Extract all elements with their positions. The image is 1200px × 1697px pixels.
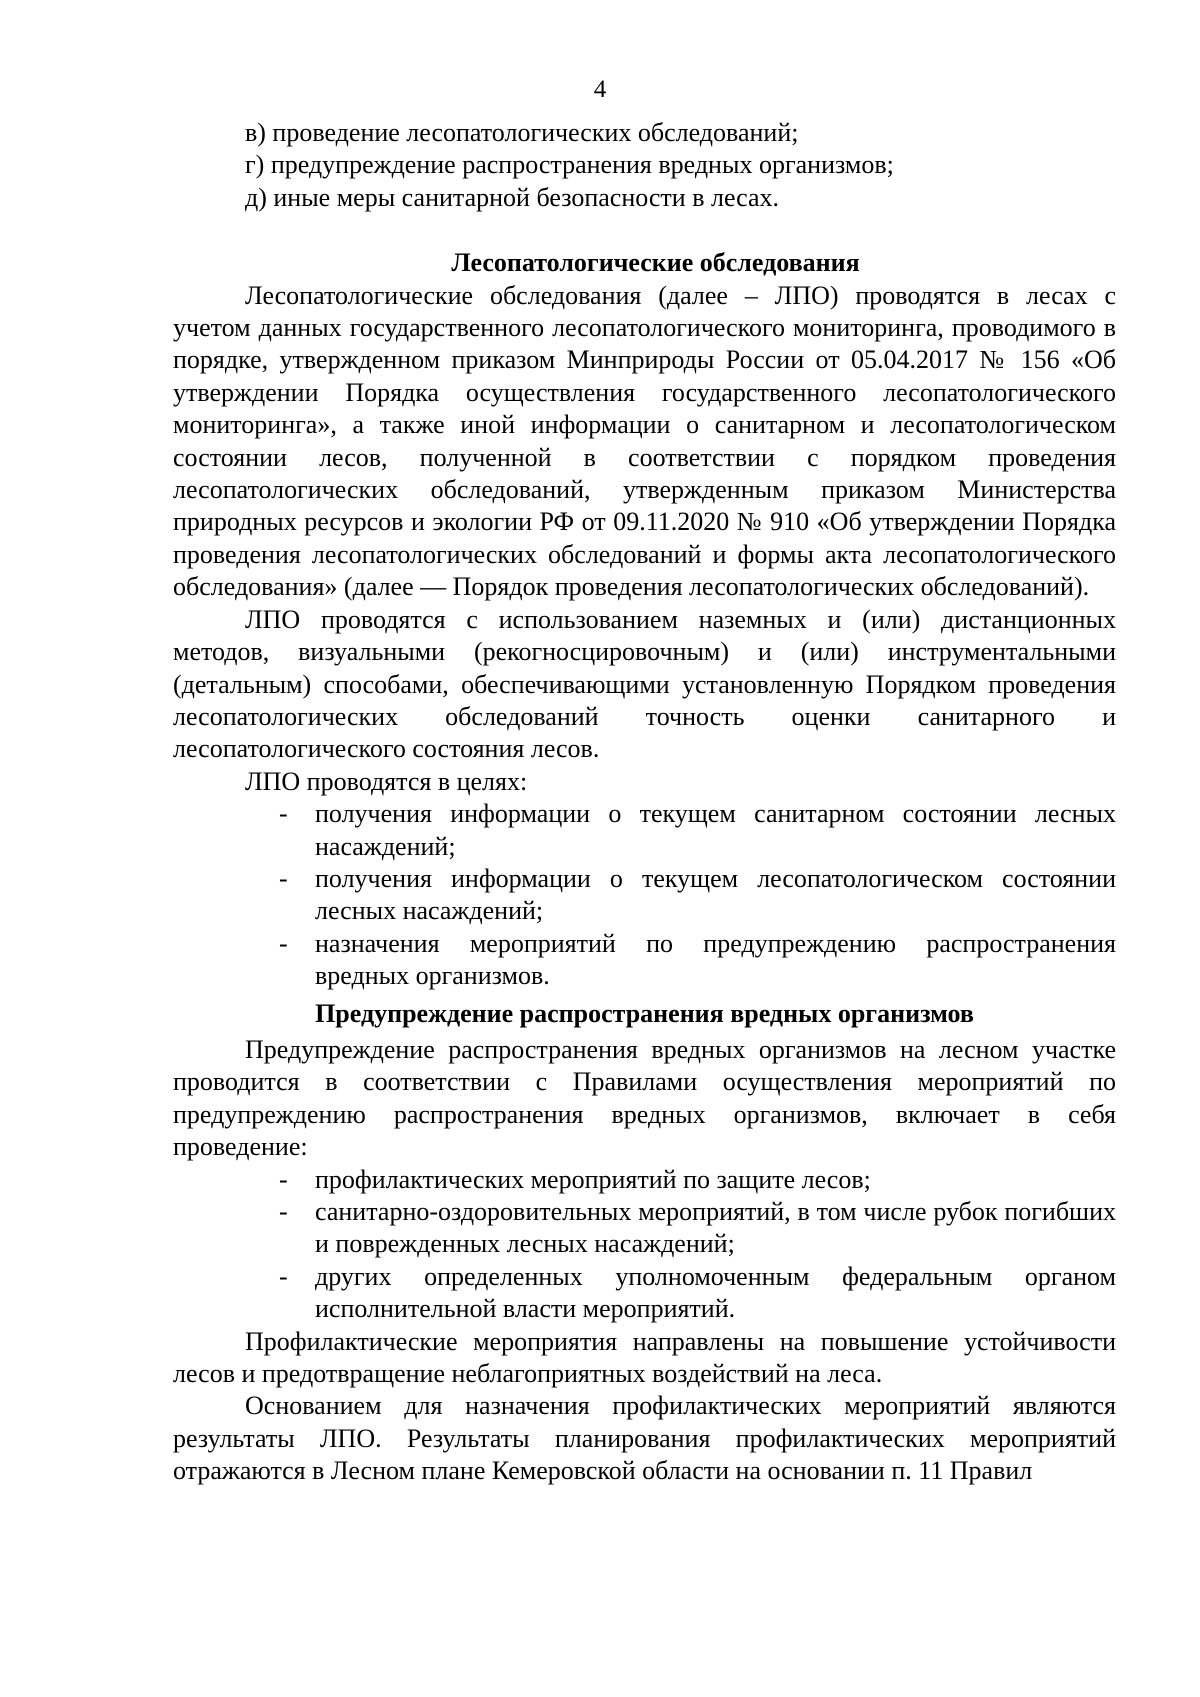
list-item-text: санитарно-оздоровительных мероприятий, в том числе рубок погибших и поврежденных лесных насаждений; (315, 1197, 1116, 1259)
list-item (279, 863, 1116, 928)
list-item-text: профилактических мероприятий по защите лесов; (315, 1164, 871, 1194)
list-item-text: получения информации о текущем санитарном состоянии лесных насаждений; (315, 799, 1116, 861)
list-item (279, 1164, 1116, 1196)
dash-marker: - (279, 1197, 288, 1226)
intro-item-g: г) предупреждение распространения вредных организмов; (245, 150, 894, 180)
list-item (279, 1261, 1116, 1326)
list-item (279, 1196, 1116, 1261)
intro-list (173, 117, 1116, 214)
paragraph: Лесопатологические обследования (далее – ЛПО) проводятся в лесах с учетом данных государственного лесопатологического мониторинга, проводимого в порядке, утвержденном приказом Минприроды России от 05.04.2017 № 156 «Об утверждении Порядка осуществления государственного лесопатологического мониторинга», а также иной информации о санитарном и лесопатологическом состоянии лесов, полученной в соответствии с порядком проведения лесопатологических обследований, утвержденным приказом Министерства природных ресурсов и экологии РФ от 09.11.2020 № 910 «Об утверждении Порядка проведения лесопатологических обследований и формы акта лесопатологического обследования» (далее — Порядок проведения лесопатологических обследований). (173, 280, 1116, 602)
paragraph: Предупреждение распространения вредных организмов на лесном участке проводится в соответствии с Правилами осуществления мероприятий по предупреждению распространения вредных организмов, включает в себя проведение: (173, 1034, 1116, 1162)
dash-marker: - (279, 799, 288, 829)
dash-marker: - (279, 928, 288, 958)
goals-list (173, 798, 1116, 992)
paragraph: ЛПО проводятся в целях: (245, 766, 528, 796)
dash-marker: - (279, 863, 288, 893)
section-heading-lpo: Лесопатологические обследования (451, 248, 860, 278)
dash-marker: - (279, 1261, 288, 1291)
page-content (173, 117, 1116, 1488)
intro-item-v: в) проведение лесопатологических обследований; (245, 118, 799, 147)
intro-item-d: д) иные меры санитарной безопасности в лесах. (245, 182, 780, 212)
list-item-text: получения информации о текущем лесопатологическом состоянии лесных насаждений; (315, 863, 1116, 926)
page-number: 4 (593, 76, 607, 103)
list-item-text: других определенных уполномоченным федеральным органом исполнительной власти мероприятий. (315, 1261, 1116, 1324)
list-item (279, 798, 1116, 863)
measures-list (173, 1164, 1116, 1326)
paragraph: ЛПО проводятся с использованием наземных и (или) дистанционных методов, визуальными (рекогносцировочным) и (или) инструментальными (детальным) способами, обеспечивающими установленную Порядком проведения лесопатологических обследований точность оценки санитарного и лесопатологического состояния лесов. (173, 604, 1116, 764)
list-item-text: назначения мероприятий по предупреждению распространения вредных организмов. (315, 928, 1116, 991)
paragraph: Профилактические мероприятия направлены на повышение устойчивости лесов и предотвращение неблагоприятных воздействий на леса. (173, 1326, 1116, 1389)
list-item (279, 928, 1116, 993)
paragraph: Основанием для назначения профилактических мероприятий являются результаты ЛПО. Результаты планирования профилактических мероприятий отражаются в Лесном плане Кемеровской области на основании п. 11 Правил (173, 1391, 1116, 1486)
section-heading-prevention: Предупреждение распространения вредных организмов (315, 998, 974, 1028)
dash-marker: - (279, 1164, 288, 1194)
